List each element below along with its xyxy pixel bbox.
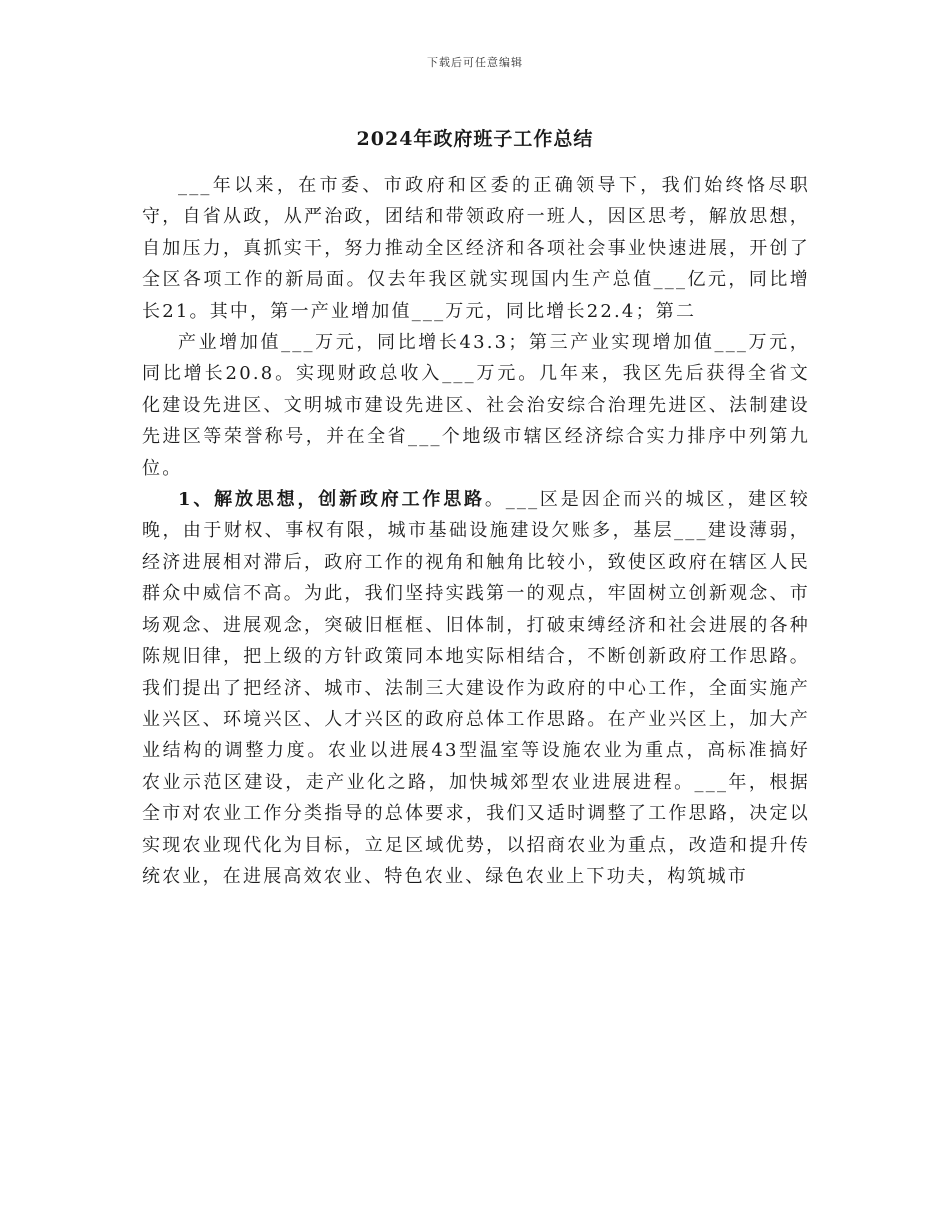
section-1-text: 。___区是因企而兴的城区，建区较晚，由于财权、事权有限，城市基础设施建设欠账多，基层___建设薄弱，经济进展相对滞后，政府工作的视角和触角比较小，致使区政府在辖区人民群众中威信不高。为此，我们坚持实践第一的观点，牢固树立创新观念、市场观念、进展观念，突破旧框框、旧体制，打破束缚经济和社会进展的各种陈规旧律，把上级的方针政策同本地实际相结合，不断创新政府工作思路。我们提出了把经济、城市、法制三大建设作为政府的中心工作，全面实施产业兴区、环境兴区、人才兴区的政府总体工作思路。在产业兴区上，加大产业结构的调整力度。农业以进展43型温室等设施农业为重点，高标准搞好农业示范区建设，走产业化之路，加快城郊型农业进展进程。___年，根据全市对农业工作分类指导的总体要求，我们又适时调整了工作思路，决定以实现农业现代化为目标，立足区域优势，以招商农业为重点，改造和提升传统农业，在进展高效农业、特色农业、绿色农业上下功夫，构筑城市: [142, 489, 810, 887]
page-header-note: 下载后可任意编辑: [427, 56, 523, 69]
paragraph-section-1: [142, 484, 810, 892]
document-title: 2024年政府班子工作总结: [356, 128, 594, 150]
section-1-heading: 1、解放思想，创新政府工作思路: [178, 489, 485, 511]
paragraph-intro: [142, 170, 810, 327]
paragraph-intro-text: ___年以来，在市委、市政府和区委的正确领导下，我们始终恪尽职守，自省从政，从严治政，团结和带领政府一班人，因区思考，解放思想，自加压力，真抓实干，努力推动全区经济和各项社会事业快速进展，开创了全区各项工作的新局面。仅去年我区就实现国内生产总值___亿元，同比增长21。其中，第一产业增加值___万元，同比增长22.4；第二: [142, 175, 810, 322]
paragraph-industry-text: 产业增加值___万元，同比增长43.3；第三产业实现增加值___万元，同比增长20.8。实现财政总收入___万元。几年来，我区先后获得全省文化建设先进区、文明城市建设先进区、社会治安综合治理先进区、法制建设先进区等荣誉称号，并在全省___个地级市辖区经济综合实力排序中列第九位。: [142, 332, 810, 479]
document-body: [142, 170, 810, 892]
paragraph-industry: [142, 327, 810, 484]
